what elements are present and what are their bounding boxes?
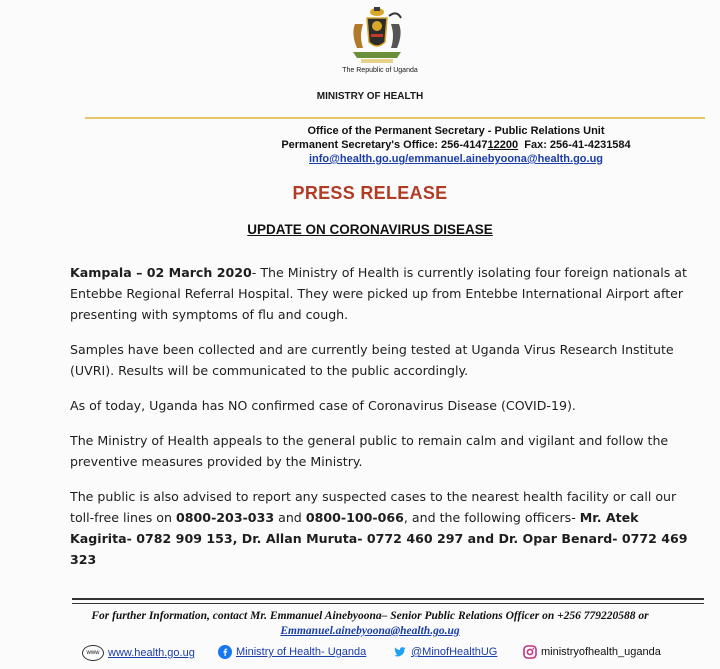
phone-prefix: Permanent Secretary's Office: 256-4147 xyxy=(281,139,488,151)
website-item[interactable] xyxy=(82,645,195,661)
office-phone-line xyxy=(246,138,666,152)
footer-divider-thin xyxy=(72,603,704,604)
fax-text: Fax: 256-41-4231584 xyxy=(518,139,631,151)
facebook-link[interactable]: Ministry of Health- Uganda xyxy=(236,646,367,658)
press-release-title: PRESS RELEASE xyxy=(292,183,448,203)
coat-of-arms-emblem xyxy=(345,4,409,68)
footer-divider-thick xyxy=(72,598,704,600)
paragraph-3: As of today, Uganda has NO confirmed case of Coronavirus Disease (COVID-19). xyxy=(70,398,576,413)
press-release-body xyxy=(70,262,696,584)
paragraph-1-text: - The Ministry of Health is currently isolating four foreign nationals at Entebbe Regional Referral Hospital. They were picked up from Entebbe International Airport after presenting with symptoms of flu and cough. xyxy=(70,265,687,322)
twitter-item[interactable] xyxy=(393,645,497,659)
instagram-handle[interactable]: ministryofhealth_uganda xyxy=(541,646,661,658)
paragraph-1 xyxy=(70,262,696,325)
phone-suffix: 12200 xyxy=(487,139,519,151)
headline: UPDATE ON CORONAVIRUS DISEASE xyxy=(247,222,493,237)
facebook-item[interactable] xyxy=(218,645,366,659)
paragraph-2: Samples have been collected and are currently being tested at Uganda Virus Research Institute (UVRI). Results will be communicated to the public accordingly. xyxy=(70,342,674,378)
office-line: Office of the Permanent Secretary - Public Relations Unit xyxy=(307,125,605,137)
social-bar xyxy=(0,645,720,665)
website-link[interactable]: www.health.go.ug xyxy=(108,647,195,659)
officers-intro: , and the following officers- xyxy=(403,510,580,525)
footer-contact xyxy=(90,609,650,639)
tollfree-number-1: 0800-203-033 xyxy=(176,510,275,525)
globe-icon: www xyxy=(82,645,104,661)
instagram-item[interactable] xyxy=(523,645,661,659)
footer-text: For further Information, contact Mr. Emmanuel Ainebyoona– Senior Public Relations Officer on +256 779220588 or xyxy=(91,610,649,622)
office-email-link[interactable]: info@health.go.ug/emmanuel.ainebyoona@health.go.ug xyxy=(308,153,604,165)
twitter-icon xyxy=(393,645,407,659)
ministry-title: MINISTRY OF HEALTH xyxy=(316,91,424,102)
footer-email-link[interactable]: Emmanuel.ainebyoona@health.go.ug xyxy=(280,625,460,637)
office-contact-block xyxy=(246,124,666,166)
paragraph-4: The Ministry of Health appeals to the general public to remain calm and vigilant and follow the preventive measures provided by the Ministry. xyxy=(70,433,669,469)
instagram-icon xyxy=(523,645,537,659)
paragraph-5-text: The public is also advised to report any suspected cases to the nearest health facility or call our toll-free lines on xyxy=(70,489,677,525)
facebook-icon xyxy=(218,645,232,659)
header-divider xyxy=(85,117,705,119)
paragraph-5 xyxy=(70,486,696,570)
republic-label: The Republic of Uganda xyxy=(342,67,418,74)
and-text: and xyxy=(274,510,306,525)
twitter-link[interactable]: @MinofHealthUG xyxy=(411,646,498,658)
tollfree-number-2: 0800-100-066 xyxy=(305,510,404,525)
dateline: Kampala – 02 March 2020 xyxy=(70,265,252,280)
officers-contacts: Mr. Atek Kagirita- 0782 909 153, Dr. Allan Muruta- 0772 460 297 and Dr. Opar Benard- 0772 469 323 xyxy=(70,510,688,567)
